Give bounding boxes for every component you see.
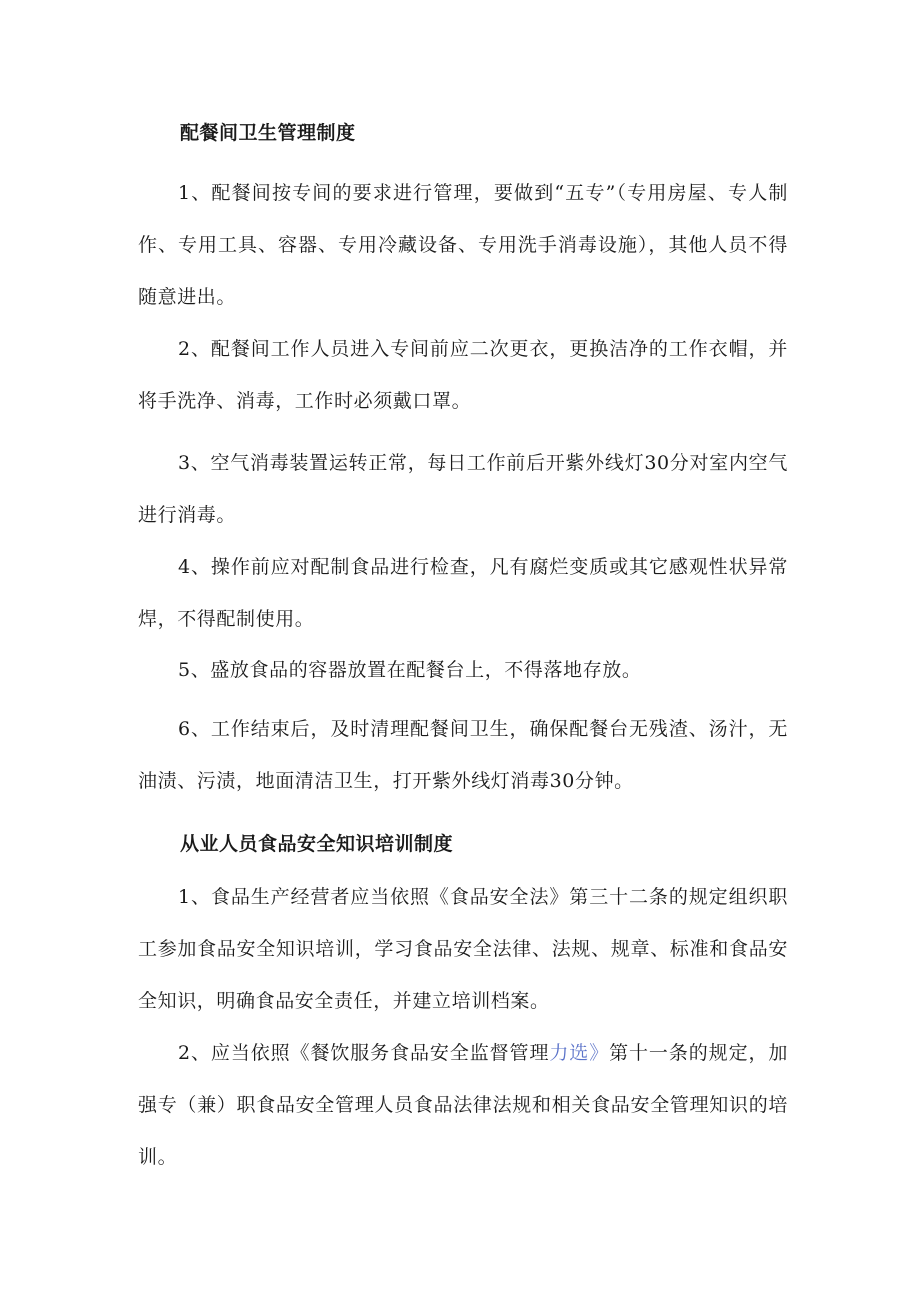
- section2-item-2-before: 2、应当依照《餐饮服务食品安全监督管理: [178, 1042, 550, 1064]
- section1-item-3: 3、空气消毒装置运转正常，每日工作前后开紫外线灯30分对室内空气进行消毒。: [138, 452, 788, 526]
- section1-item-4: 4、操作前应对配制食品进行检查，凡有腐烂变质或其它感观性状异常焊，不得配制使用。: [138, 556, 788, 630]
- section2-item-1: 1、食品生产经营者应当依照《食品安全法》第三十二条的规定组织职工参加食品安全知识培训，学习食品安全法律、法规、规章、标准和食品安全知识，明确食品安全责任，并建立培训档案。: [138, 886, 788, 1012]
- section1-item-5: 5、盛放食品的容器放置在配餐台上，不得落地存放。: [178, 659, 642, 681]
- section2-item-2: [138, 1027, 788, 1183]
- section2-item-2-after: 第十一条的规定，加强专（兼）职食品安全管理人员食品法律法规和相关食品安全管理知识的培训。: [138, 1042, 788, 1168]
- section1-item-2: 2、配餐间工作人员进入专间前应二次更衣，更换洁净的工作衣帽，并将手洗净、消毒，工作时必须戴口罩。: [138, 338, 788, 412]
- section2-title: 从业人员食品安全知识培训制度: [180, 833, 454, 855]
- section2-item-2-link[interactable]: 力选》: [549, 1042, 610, 1064]
- section1-title: 配餐间卫生管理制度: [180, 122, 356, 144]
- section1-item-6: 6、工作结束后，及时清理配餐间卫生，确保配餐台无残渣、汤汁，无油渍、污渍，地面清洁卫生，打开紫外线灯消毒30分钟。: [138, 718, 788, 792]
- section1-item-1: 1、配餐间按专间的要求进行管理，要做到“五专”（专用房屋、专人制作、专用工具、容器、专用冷藏设备、专用洗手消毒设施），其他人员不得随意进出。: [138, 182, 788, 308]
